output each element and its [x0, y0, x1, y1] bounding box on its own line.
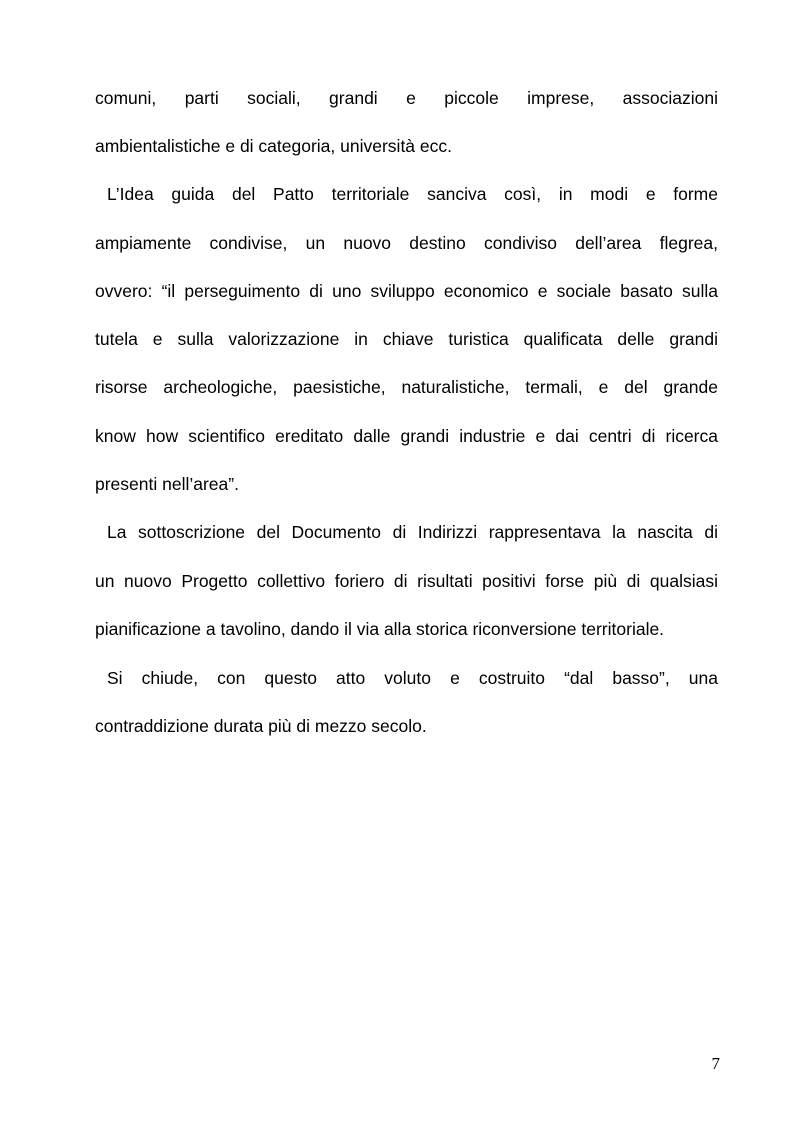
text-line-9: presenti nell’area”.	[95, 474, 239, 494]
text-line-2: ambientalistiche e di categoria, università ecc.	[95, 136, 452, 156]
text-line-4: ampiamente condivise, un nuovo destino condiviso dell’area flegrea,	[95, 233, 718, 253]
text-line-3: L’Idea guida del Patto territoriale sanciva così, in modi e forme	[107, 184, 718, 204]
text-line-7: risorse archeologiche, paesistiche, naturalistiche, termali, e del grande	[95, 377, 718, 397]
text-line-12: pianificazione a tavolino, dando il via alla storica riconversione territoriale.	[95, 619, 665, 639]
text-line-1: comuni, parti sociali, grandi e piccole imprese, associazioni	[95, 88, 718, 108]
text-line-5: ovvero: “il perseguimento di uno sviluppo economico e sociale basato sulla	[95, 281, 718, 301]
text-line-10: La sottoscrizione del Documento di Indirizzi rappresentava la nascita di	[107, 522, 718, 542]
text-line-11: un nuovo Progetto collettivo foriero di risultati positivi forse più di qualsiasi	[95, 571, 718, 591]
text-line-8: know how scientifico ereditato dalle grandi industrie e dai centri di ricerca	[95, 426, 718, 446]
text-line-6: tutela e sulla valorizzazione in chiave turistica qualificata delle grandi	[95, 329, 718, 349]
text-line-14: contraddizione durata più di mezzo secolo.	[95, 716, 427, 736]
text-line-13: Si chiude, con questo atto voluto e costruito “dal basso”, una	[107, 668, 718, 688]
page-number: 7	[711, 1054, 720, 1073]
